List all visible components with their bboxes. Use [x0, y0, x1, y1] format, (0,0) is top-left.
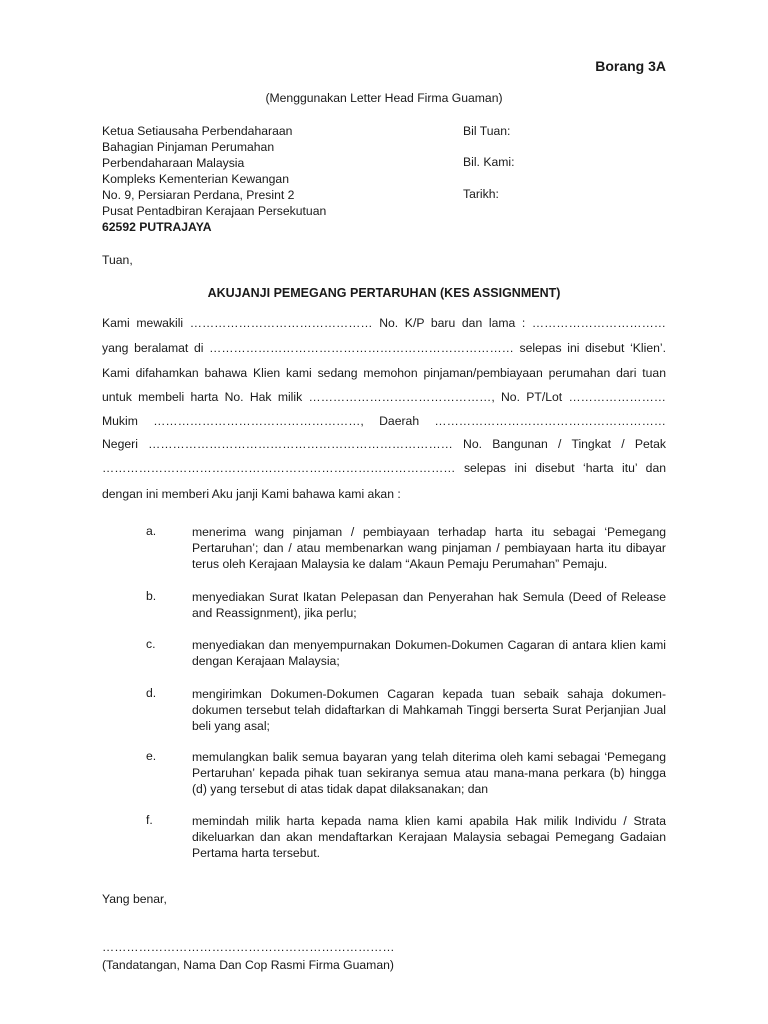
item-letter: d. [146, 686, 157, 700]
address-postcode-city: 62592 PUTRAJAYA [102, 220, 212, 234]
body-line: yang beralamat di ………………………………………………………………… selepas ini disebut ‘Klien’. [102, 341, 666, 355]
item-letter: b. [146, 589, 157, 603]
item-text: memindah milik harta kepada nama klien kami apabila Hak milik Individu / Strata dikeluarkan dan akan mendaftarkan Kerajaan Malaysia sebagai Pemegang Gadaian Pertama harta tersebut. [192, 814, 666, 860]
item-text: mengirimkan Dokumen-Dokumen Cagaran kepada tuan sebaik sahaja dokumen-dokumen tersebut telah didaftarkan di Mahkamah Tinggi berserta Surat Perjanjian Jual beli yang asal; [192, 687, 666, 733]
item-text: menerima wang pinjaman / pembiayaan terhadap harta itu sebagai ‘Pemegang Pertaruhan’; dan / atau membenarkan wang pinjaman / pembiayaan harta itu dibayar terus oleh Kerajaan Malaysia ke dalam “Akaun Pemaju Perumahan” Pemaju. [192, 525, 666, 571]
item-text: menyediakan Surat Ikatan Pelepasan dan Penyerahan hak Semula (Deed of Release and Reassignment), jika perlu; [192, 590, 666, 620]
form-number: Borang 3A [595, 58, 666, 74]
ref-bil-tuan: Bil Tuan: [463, 124, 511, 138]
address-line: Ketua Setiausaha Perbendaharaan [102, 124, 293, 138]
ref-bil-kami: Bil. Kami: [463, 155, 515, 169]
ref-tarikh: Tarikh: [463, 187, 499, 201]
body-line: Kami mewakili ……………………………………… No. K/P baru dan lama : …………………………… [102, 316, 666, 330]
body-line: Mukim ……………………………………………, Daerah ………………………………………………… [102, 414, 666, 428]
recipient-address [102, 124, 326, 236]
signature-line: ……………………………………………………………… [102, 940, 395, 954]
address-line: No. 9, Persiaran Perdana, Presint 2 [102, 188, 295, 202]
salutation: Tuan, [102, 253, 133, 267]
address-line: Bahagian Pinjaman Perumahan [102, 140, 275, 154]
item-text: memulangkan balik semua bayaran yang telah diterima oleh kami sebagai ‘Pemegang Pertaruhan’ kepada pihak tuan sekiranya semua atau mana-mana perkara (b) hingga (d) yang tersebut di atas tidak dapat dilaksanakan; dan [192, 750, 666, 796]
body-line: Negeri ………………………………………………………………… No. Bangunan / Tingkat / Petak [102, 437, 666, 451]
document-title: AKUJANJI PEMEGANG PERTARUHAN (KES ASSIGNMENT) [207, 286, 561, 300]
item-text: menyediakan dan menyempurnakan Dokumen-Dokumen Cagaran di antara klien kami dengan Kerajaan Malaysia; [192, 638, 666, 668]
address-line: Perbendaharaan Malaysia [102, 156, 245, 170]
item-letter: c. [146, 637, 156, 651]
letterhead-note: (Menggunakan Letter Head Firma Guaman) [265, 91, 503, 105]
item-letter: a. [146, 524, 157, 538]
body-line: Kami difahamkan bahawa Klien kami sedang memohon pinjaman/pembiayaan perumahan dari tuan [102, 366, 666, 380]
item-letter: e. [146, 749, 157, 763]
body-line: …………………………………………………………………………… selepas ini disebut ‘harta itu’ dan [102, 461, 666, 475]
address-line: Kompleks Kementerian Kewangan [102, 172, 289, 186]
body-line: untuk membeli harta No. Hak milik ………………………………………, No. PT/Lot …………………… [102, 390, 666, 404]
closing: Yang benar, [102, 892, 167, 906]
address-line: Pusat Pentadbiran Kerajaan Persekutuan [102, 204, 327, 218]
undertaking-intro: dengan ini memberi Aku janji Kami bahawa kami akan : [102, 487, 401, 501]
item-letter: f. [146, 813, 153, 827]
signature-caption: (Tandatangan, Nama Dan Cop Rasmi Firma Guaman) [102, 958, 394, 972]
